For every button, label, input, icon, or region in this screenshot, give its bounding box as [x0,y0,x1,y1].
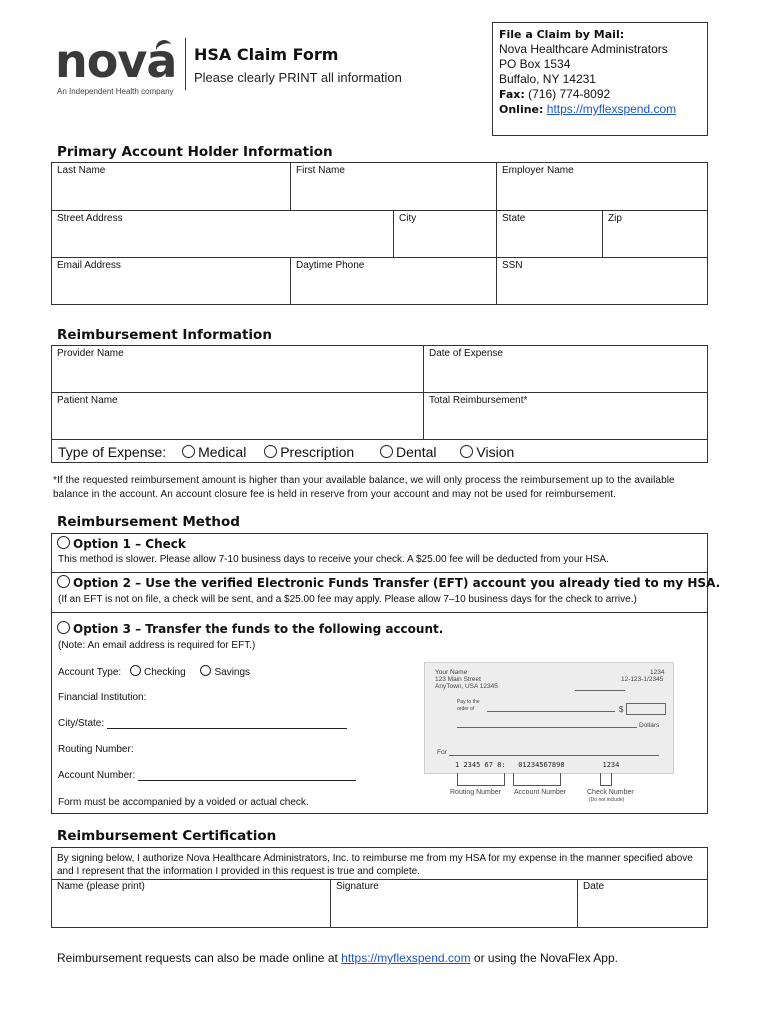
radio-savings[interactable] [200,667,250,678]
city-state-line [107,718,347,729]
reimbursement-grid [51,345,708,463]
last-name-label: Last Name [57,165,106,176]
account-caption: Account Number [514,789,567,796]
ssn-label: SSN [502,260,523,271]
check-fraction: 12-123-1/2345 [621,676,664,683]
check-name: Your Name [435,669,468,676]
radio-vision[interactable] [460,444,514,460]
fax-label: Fax: [499,88,525,101]
option3-title: Option 3 – Transfer the funds to the following account. [73,622,444,636]
option2-block[interactable] [52,572,721,613]
logo-text: nova [55,34,177,88]
option1-title-row [57,536,186,551]
mail-line1: Nova Healthcare Administrators [499,42,668,56]
account-bracket [513,773,561,786]
radio-circle-icon [264,445,277,458]
daytime-phone-field[interactable] [291,258,497,304]
fax-row [499,87,701,102]
check-dollar-sign: $ [619,705,624,714]
routing-number-field[interactable] [58,744,134,755]
form-title: HSA Claim Form [194,45,339,64]
print-name-label: Name (please print) [57,881,145,892]
header-divider [185,38,186,90]
daytime-phone-label: Daytime Phone [296,260,365,271]
mail-line3: Buffalo, NY 14231 [499,72,596,86]
total-reimbursement-field[interactable] [424,393,707,440]
check-number-caption: Check Number [587,789,634,796]
reimbursement-section-title: Reimbursement Information [57,327,272,343]
state-label: State [502,213,526,224]
certification-text: By signing below, I authorize Nova Healthcare Administrators, Inc. to reimburse me from my HSA for my expense in the manner specified above and I represent that the information I provided in this request is true and complete. [57,853,693,877]
logo-tagline: An Independent Health company [57,87,174,96]
option2-title: Option 2 – Use the verified Electronic Funds Transfer (EFT) account you already tied to my HSA. [73,576,721,590]
checknum-bracket [600,773,612,786]
zip-label: Zip [608,213,622,224]
radio-circle-icon [57,536,70,549]
account-type-row [58,665,250,678]
ssn-field[interactable] [497,258,707,304]
date-label: Date [583,881,605,892]
prescription-label: Prescription [280,444,355,460]
email-address-field[interactable] [52,258,291,304]
zip-field[interactable] [603,211,707,258]
option2-title-row [57,575,720,590]
check-dollars: Dollars [639,722,660,729]
checking-label: Checking [143,667,186,678]
check-city: AnyTown, USA 12345 [435,683,498,690]
employer-name-label: Employer Name [502,165,574,176]
patient-name-field[interactable] [52,393,424,440]
account-type-label: Account Type: [58,667,122,678]
footer-text-after: or using the NovaFlex App. [473,951,618,965]
account-number-line [138,770,356,781]
city-label: City [399,213,417,224]
footer-text [57,951,618,965]
radio-circle-icon [130,665,141,676]
option3-title-row [57,621,443,636]
option1-block[interactable] [52,534,707,573]
expense-type-label: Type of Expense: [58,444,167,460]
first-name-field[interactable] [291,163,497,211]
check-date-line [575,690,625,691]
first-name-label: First Name [296,165,345,176]
city-state-label: City/State: [58,718,105,729]
state-field[interactable] [497,211,603,258]
option1-text: This method is slower. Please allow 7-10 business days to receive your check. A $25.00 fee will be deducted from your HSA. [58,554,609,565]
signature-label: Signature [336,881,379,892]
savings-label: Savings [214,667,251,678]
option3-block[interactable] [52,612,707,813]
provider-name-label: Provider Name [57,348,124,359]
radio-medical[interactable] [182,444,246,460]
patient-name-label: Patient Name [57,395,118,406]
mail-claim-box [492,22,708,136]
online-row [499,102,701,117]
radio-circle-icon [460,445,473,458]
check-amount-line [457,727,637,728]
radio-checking[interactable] [130,667,186,678]
account-number-label: Account Number: [58,770,136,781]
radio-circle-icon [200,665,211,676]
check-street: 123 Main Street [435,676,481,683]
radio-circle-icon [57,575,70,588]
option1-title: Option 1 – Check [73,537,186,551]
option3-note: (Note: An email address is required for EFT.) [58,640,256,651]
voided-check-note: Form must be accompanied by a voided or actual check. [58,797,309,808]
dental-label: Dental [396,444,437,460]
financial-institution-field[interactable] [58,692,146,703]
check-number-top: 1234 [650,669,665,676]
online-label: Online: [499,103,544,116]
primary-grid [51,162,708,305]
radio-dental[interactable] [380,444,436,460]
provider-name-field[interactable] [52,346,424,393]
routing-bracket [457,773,505,786]
method-grid [51,533,721,814]
radio-circle-icon [57,621,70,634]
date-field[interactable] [578,879,707,927]
check-for: For [437,749,447,756]
footer-link[interactable]: https://myflexspend.com [341,951,471,965]
reimbursement-note: *If the requested reimbursement amount is higher than your available balance, we will only process the reimbursement up to the available balance in the account. An account closure fee is held in reserve from your account and may not be used for reimbursement. [53,475,675,500]
check-micr-line: 1 2345 67 8: 01234567890 1234 [455,761,620,769]
logo [55,34,180,100]
medical-label: Medical [198,444,247,460]
email-address-label: Email Address [57,260,121,271]
check-payee-line [487,711,615,712]
date-of-expense-field[interactable] [424,346,707,393]
radio-circle-icon [182,445,195,458]
street-address-label: Street Address [57,213,123,224]
vision-label: Vision [476,444,515,460]
online-link[interactable]: https://myflexspend.com [546,102,677,116]
account-number-field[interactable] [58,770,356,781]
check-pay-to: Pay to the order of [457,699,480,712]
expense-type-row [58,444,514,460]
city-state-field[interactable] [58,718,347,729]
check-memo-line [449,755,659,756]
sample-check-image [424,662,674,774]
routing-caption: Routing Number [450,789,501,796]
certification-grid [51,847,708,928]
employer-name-field[interactable] [497,163,707,211]
method-section-title: Reimbursement Method [57,514,240,530]
mail-heading: File a Claim by Mail: [499,28,625,41]
form-subtitle: Please clearly PRINT all information [194,70,402,85]
routing-number-label: Routing Number: [58,744,134,755]
total-reimbursement-label: Total Reimbursement* [429,395,528,406]
fax-value: (716) 774-8092 [528,87,611,101]
primary-section-title: Primary Account Holder Information [57,144,333,160]
financial-institution-label: Financial Institution: [58,692,147,703]
street-address-field[interactable] [52,211,394,258]
mail-line2: PO Box 1534 [499,57,571,71]
check-number-subcaption: (Do not include) [589,797,625,803]
check-amount-box [626,703,666,715]
date-of-expense-label: Date of Expense [429,348,503,359]
certification-section-title: Reimbursement Certification [57,828,277,844]
print-name-field[interactable] [52,879,331,927]
radio-circle-icon [380,445,393,458]
city-field[interactable] [394,211,497,258]
signature-field[interactable] [331,879,578,927]
option2-text: (If an EFT is not on file, a check will be sent, and a $25.00 fee may apply. Please allow 7–10 business days for the check to arrive.) [58,594,637,605]
radio-prescription[interactable] [264,444,354,460]
footer-text-before: Reimbursement requests can also be made online at [57,951,338,965]
last-name-field[interactable] [52,163,291,211]
